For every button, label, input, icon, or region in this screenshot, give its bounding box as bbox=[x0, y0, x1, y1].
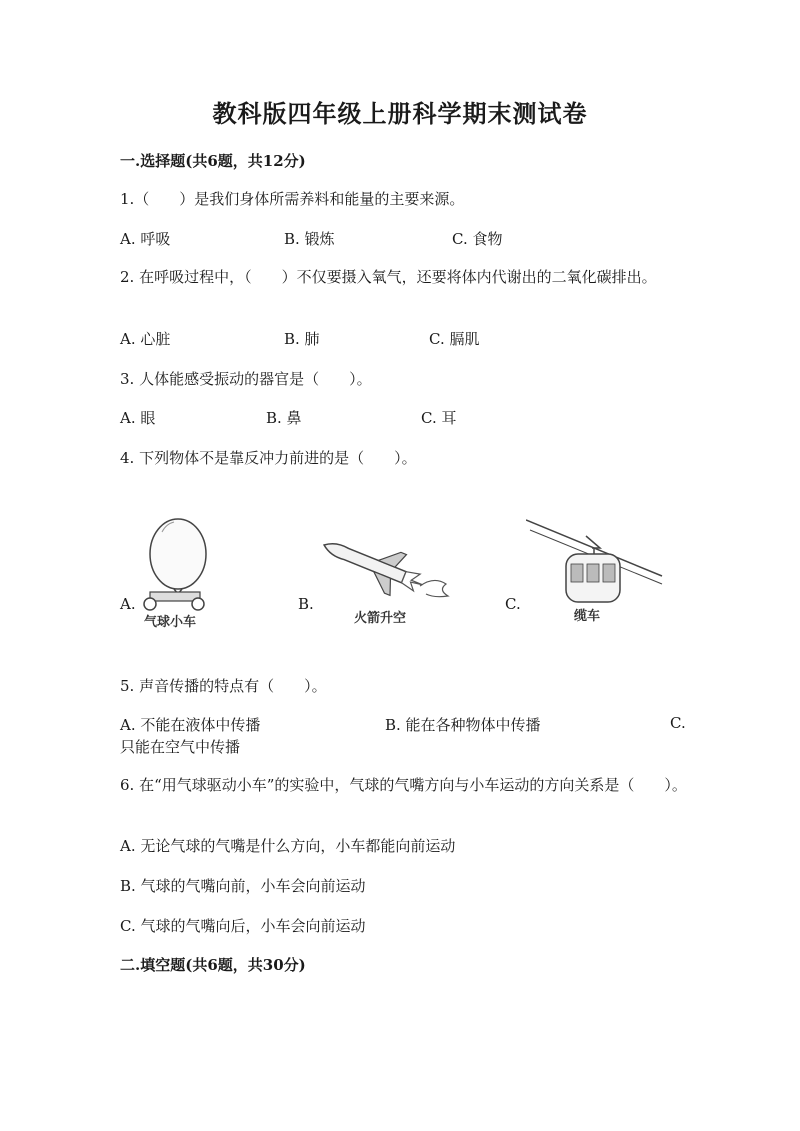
question-2-option-c: C. 膈肌 bbox=[429, 330, 480, 348]
question-5-option-c: C. bbox=[670, 714, 686, 732]
section-heading-fill: 二.填空题(共6题，共30分) bbox=[120, 956, 306, 974]
cabin-window-1 bbox=[571, 564, 583, 582]
question-3-option-c: C. 耳 bbox=[421, 409, 457, 427]
cabin-window-2 bbox=[587, 564, 599, 582]
question-5-option-b: B. 能在各种物体中传播 bbox=[385, 716, 541, 734]
caption-cable-car: 缆车 bbox=[573, 609, 601, 624]
question-2-stem: 2. 在呼吸过程中，（ ）不仅要摄入氧气，还要将体内代谢出的二氧化碳排出。 bbox=[120, 268, 657, 286]
question-2-option-b: B. 肺 bbox=[284, 330, 320, 348]
question-4-option-a: A. bbox=[120, 595, 136, 613]
question-6-stem: 6. 在“用气球驱动小车”的实验中，气球的气嘴方向与小车运动的方向关系是（ ）。 bbox=[120, 776, 687, 794]
question-1-option-c: C. 食物 bbox=[452, 230, 503, 248]
question-4-option-b: B. bbox=[298, 595, 314, 613]
question-6-option-b: B. 气球的气嘴向前，小车会向前运动 bbox=[120, 877, 366, 895]
question-1-option-a: A. 呼吸 bbox=[120, 230, 171, 248]
question-4-option-c: C. bbox=[505, 595, 521, 613]
question-3-stem: 3. 人体能感受振动的器官是（ ）。 bbox=[120, 370, 372, 388]
question-1-option-b: B. 锻炼 bbox=[284, 230, 335, 248]
rocket-exhaust bbox=[420, 580, 448, 596]
cable-car-figure bbox=[526, 518, 666, 630]
car-wheel-left bbox=[144, 598, 156, 610]
rocket-figure bbox=[316, 530, 456, 630]
caption-rocket: 火箭升空 bbox=[353, 611, 407, 626]
section-heading-choice: 一.选择题(共6题，共12分) bbox=[120, 152, 306, 170]
question-1-stem: 1.（ ）是我们身体所需养料和能量的主要来源。 bbox=[120, 190, 465, 208]
question-5-stem: 5. 声音传播的特点有（ ）。 bbox=[120, 677, 327, 695]
question-6-option-a: A. 无论气球的气嘴是什么方向，小车都能向前运动 bbox=[120, 837, 456, 855]
car-wheel-right bbox=[192, 598, 204, 610]
question-2-option-a: A. 心脏 bbox=[120, 330, 171, 348]
question-4-stem: 4. 下列物体不是靠反冲力前进的是（ ）。 bbox=[120, 449, 417, 467]
question-3-option-a: A. 眼 bbox=[120, 409, 156, 427]
question-6-option-c: C. 气球的气嘴向后，小车会向前运动 bbox=[120, 917, 366, 935]
question-5-option-a: A. 不能在液体中传播 bbox=[120, 716, 261, 734]
balloon-car-figure bbox=[132, 510, 222, 630]
page-title: 教科版四年级上册科学期末测试卷 bbox=[212, 99, 588, 128]
cabin-window-3 bbox=[603, 564, 615, 582]
question-3-option-b: B. 鼻 bbox=[266, 409, 302, 427]
car-body bbox=[150, 592, 200, 601]
question-5-option-c-text: 只能在空气中传播 bbox=[120, 738, 241, 756]
balloon-shape bbox=[150, 519, 206, 589]
caption-balloon-car: 气球小车 bbox=[143, 615, 197, 630]
